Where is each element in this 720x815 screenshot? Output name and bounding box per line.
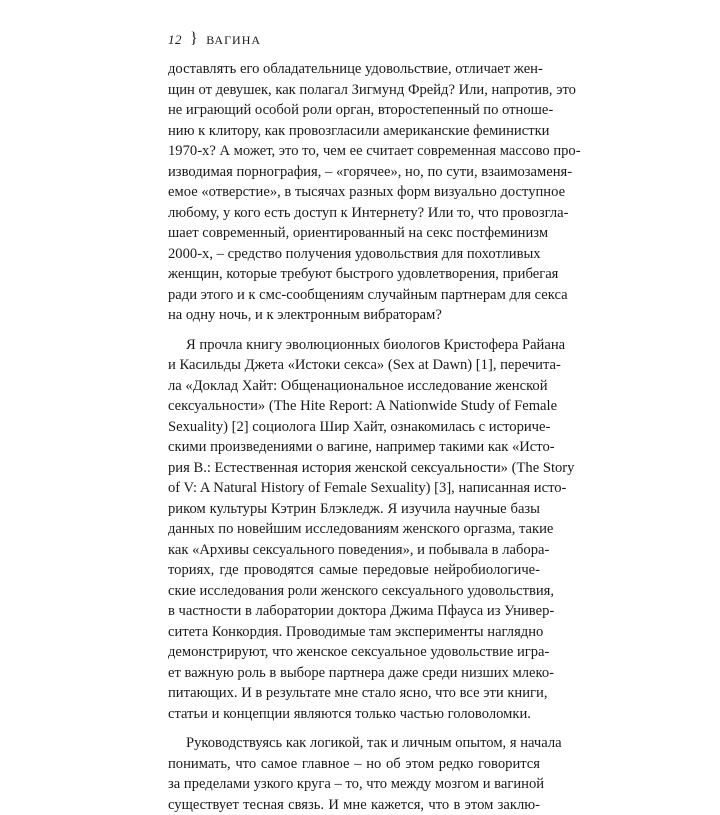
text-line: нию к клитору, как провозгласили американские феминистки (168, 121, 540, 142)
text-line: данных по новейшим исследованиям женского оргазма, такие (168, 519, 540, 540)
text-line: и Касильды Джета «Истоки секса» (Sex at Dawn) [1], перечита- (168, 355, 540, 376)
text-line: ские исследования роли женского сексуального удовольствия, (168, 581, 540, 602)
text-line: питающих. И в результате мне стало ясно, что все эти книги, (168, 683, 540, 704)
text-line: 1970-х? А может, это то, чем ее считает современная массово про- (168, 141, 540, 162)
text-line: рия В.: Естественная история женской сексуальности» (The Story (168, 458, 540, 479)
text-line: ради этого и к смс-сообщениям случайным партнерам для секса (168, 285, 540, 306)
text-line: за пределами узкого круга – то, что между мозгом и вагиной (168, 774, 540, 795)
paragraph (168, 733, 540, 815)
body-text (168, 59, 540, 815)
text-line: изводимая порнография, – «горячее», но, по сути, взаимозаменя- (168, 162, 540, 183)
paragraph (168, 335, 540, 725)
text-line: в частности в лаборатории доктора Джима Пфауса из Универ- (168, 601, 540, 622)
paragraph-spacing (168, 326, 540, 335)
text-line: Я прочла книгу эволюционных биологов Кристофера Райана (168, 335, 540, 356)
text-line: ла «Доклад Хайт: Общенациональное исследование женской (168, 376, 540, 397)
text-line: ситета Конкордия. Проводимые там эксперименты наглядно (168, 622, 540, 643)
text-line: доставлять его обладательнице удовольствие, отличает жен- (168, 59, 540, 80)
text-line: скими произведениями о вагине, например такими как «Исто- (168, 437, 540, 458)
text-line: Sexuality) [2] социолога Шир Хайт, ознакомилась с историче- (168, 417, 540, 438)
text-line: Руководствуясь как логикой, так и личным опытом, я начала (168, 733, 540, 754)
text-line: ет важную роль в выборе партнера даже среди низших млеко- (168, 663, 540, 684)
paragraph-spacing (168, 724, 540, 733)
page-number: 12 (168, 32, 182, 48)
text-line: любому, у кого есть доступ к Интернету? Или то, что провозгла- (168, 203, 540, 224)
chapter-title: ВАГИНА (206, 33, 261, 48)
text-line: понимать, что самое главное – но об этом редко говорится (168, 754, 540, 775)
text-line: сексуальности» (The Hite Report: A Nationwide Study of Female (168, 396, 540, 417)
running-head (168, 30, 261, 50)
text-line: емое «отверстие», в тысячах разных форм визуально доступное (168, 182, 540, 203)
text-line: статьи и концепции являются только частью головоломки. (168, 704, 540, 725)
text-line: of V: A Natural History of Female Sexuality) [3], написанная исто- (168, 478, 540, 499)
text-line: как «Архивы сексуального поведения», и побывала в лабора- (168, 540, 540, 561)
text-line: демонстрируют, что женское сексуальное удовольствие игра- (168, 642, 540, 663)
text-line: риком культуры Кэтрин Блэкледж. Я изучила научные базы (168, 499, 540, 520)
brace-ornament: } (190, 31, 198, 47)
paragraph (168, 59, 540, 326)
text-line: не играющий особой роли орган, второстепенный по отноше- (168, 100, 540, 121)
text-line: существует тесная связь. И мне кажется, что в этом заклю- (168, 795, 540, 815)
text-line: женщин, которые требуют быстрого удовлетворения, прибегая (168, 264, 540, 285)
text-line: шает современный, ориентированный на секс постфеминизм (168, 223, 540, 244)
text-line: щин от девушек, как полагал Зигмунд Фрейд? Или, напротив, это (168, 80, 540, 101)
text-line: ториях, где проводятся самые передовые нейробиологиче- (168, 560, 540, 581)
text-line: на одну ночь, и к электронным вибраторам? (168, 305, 540, 326)
text-line: 2000-х, – средство получения удовольствия для похотливых (168, 244, 540, 265)
